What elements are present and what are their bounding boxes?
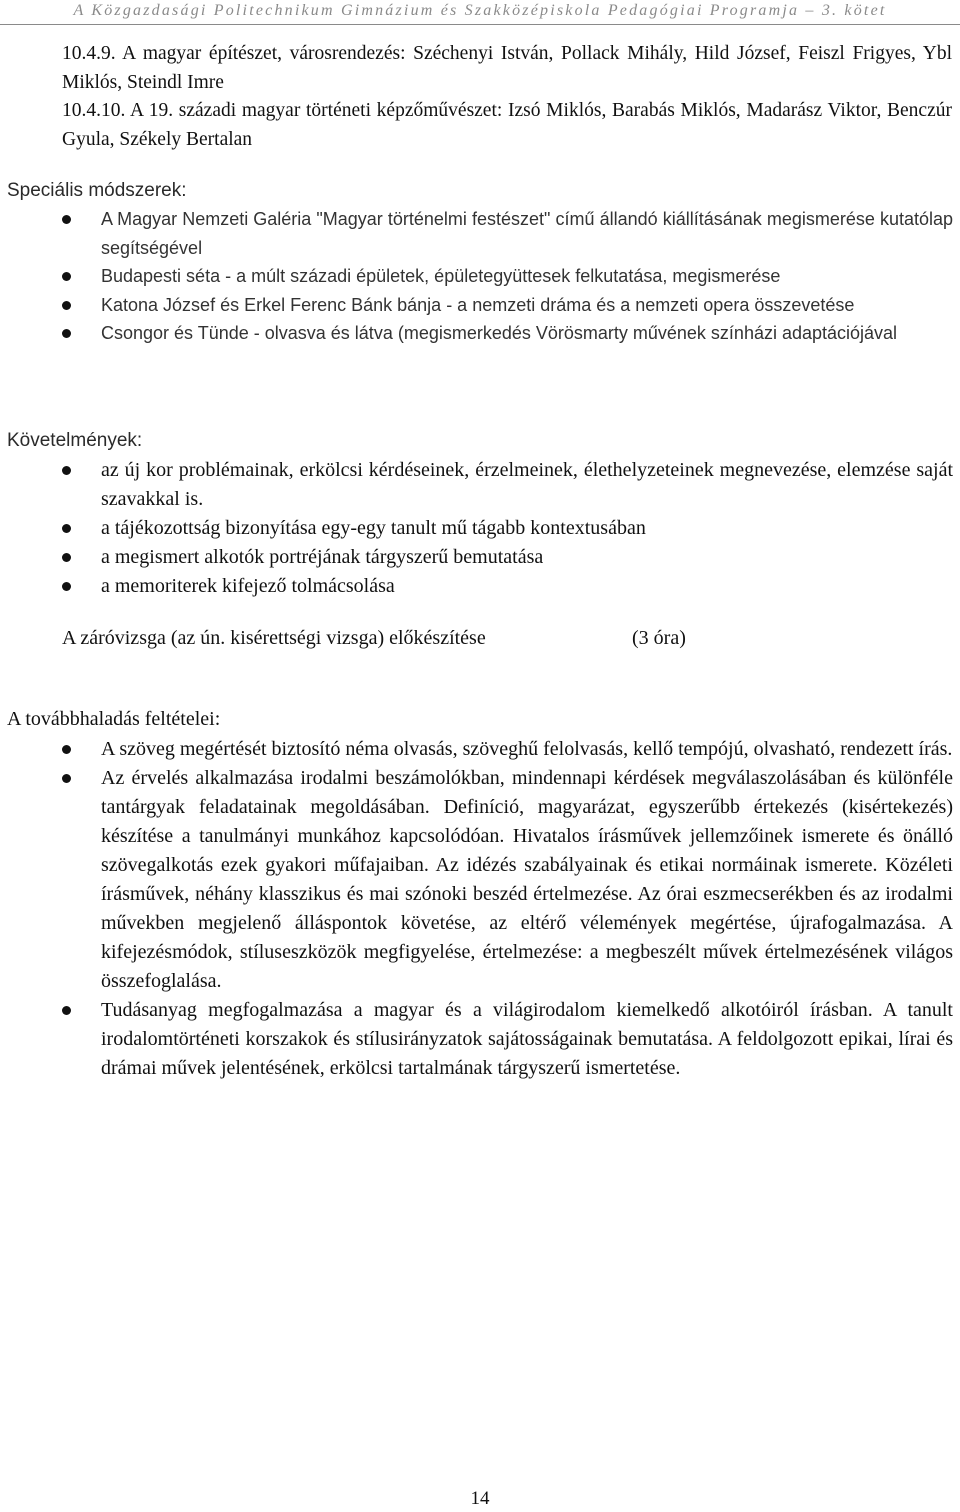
exam-prep-hours: (3 óra) (632, 627, 686, 649)
special-methods-list (0, 205, 960, 348)
bullet-icon (62, 774, 71, 783)
list-item: Az érvelés alkalmazása irodalmi beszámolókban, mindennapi kérdések megválaszolásában és különféle tantárgyak feladatainak megoldásában. Definíció, magyarázat, egyszerűbb értekezés (kisértekezés) készítése a tanulmányi munkához kapcsolódóan. Hivatalos írásművek jellemzőinek ismerete és önálló szövegalkotás ezek gyakori műfajaiban. Az idézés szabályainak és etikai normáinak ismerete. Közéleti írásművek, néhány klasszikus és mai szónoki beszéd értelmezése. Az órai eszmecserékben és az irodalmi művekben megjelenő álláspontok követése, az eltérő vélemények megértése, újrafogalmazása. A kifejezésmódok, stíluseszközök megfigyelése, értelmezése: a megbeszélt művek értelmezésének világos összefoglalása. (0, 764, 953, 996)
requirements-heading: Követelmények: (7, 430, 143, 451)
bullet-icon (62, 466, 71, 475)
list-item: Tudásanyag megfogalmazása a magyar és a világirodalom kiemelkedő alkotóiról írásban. A tanult irodalomtörténeti korszakok és stílusirányzatok sajátosságainak bemutatása. A feldolgozott epikai, lírai és drámai művek jelentésének, erkölcsi tartalmának tárgyszerű ismertetése. (0, 996, 953, 1083)
bullet-icon (62, 745, 71, 754)
list-item: Katona József és Erkel Ferenc Bánk bánja - a nemzeti dráma és a nemzeti opera összevetése (0, 291, 953, 320)
bullet-icon (62, 1006, 71, 1015)
list-item: Budapesti séta - a múlt századi épületek, épületegyüttesek felkutatása, megismerése (0, 262, 953, 291)
bullet-icon (62, 582, 71, 591)
list-item: A szöveg megértését biztosító néma olvasás, szöveghű felolvasás, kellő tempójú, olvasható, rendezett írás. (0, 735, 953, 764)
list-item: a memoriterek kifejező tolmácsolása (0, 572, 953, 601)
list-item: a megismert alkotók portréjának tárgyszerű bemutatása (0, 543, 953, 572)
bullet-icon (62, 272, 71, 281)
requirements-list (0, 456, 960, 601)
bullet-icon (62, 553, 71, 562)
bullet-icon (62, 215, 71, 224)
list-item: a tájékozottság bizonyítása egy-egy tanult mű tágabb kontextusában (0, 514, 953, 543)
list-item: az új kor problémainak, erkölcsi kérdéseinek, érzelmeinek, élethelyzeteinek megnevezése, elemzése saját szavakkal is. (0, 456, 953, 514)
header-divider (0, 24, 960, 25)
topic-10-4-10: 10.4.10. A 19. századi magyar történeti képzőművészet: Izsó Miklós, Barabás Miklós, Madarász Viktor, Benczúr Gyula, Székely Bertalan (62, 100, 952, 150)
running-header: A Közgazdasági Politechnikum Gimnázium és Szakközépiskola Pedagógiai Programja – 3. kötet (73, 2, 887, 19)
list-item: A Magyar Nemzeti Galéria "Magyar történelmi festészet" című állandó kiállításának megismerése kutatólap segítségével (0, 205, 953, 262)
progression-heading: A továbbhaladás feltételei: (7, 708, 221, 730)
topic-10-4-9: 10.4.9. A magyar építészet, városrendezés: Széchenyi István, Pollack Mihály, Hild József, Feiszl Frigyes, Ybl Miklós, Steindl Imre (62, 43, 952, 93)
bullet-icon (62, 301, 71, 310)
page-number: 14 (470, 1488, 490, 1509)
progression-list (0, 735, 960, 1083)
exam-prep-label: A záróvizsga (az ún. kisérettségi vizsga) előkészítése (62, 627, 486, 649)
special-methods-heading: Speciális módszerek: (7, 180, 187, 201)
list-item: Csongor és Tünde - olvasva és látva (megismerkedés Vörösmarty művének színházi adaptációjával (0, 319, 953, 348)
bullet-icon (62, 329, 71, 338)
bullet-icon (62, 524, 71, 533)
exam-prep-line (62, 624, 686, 652)
